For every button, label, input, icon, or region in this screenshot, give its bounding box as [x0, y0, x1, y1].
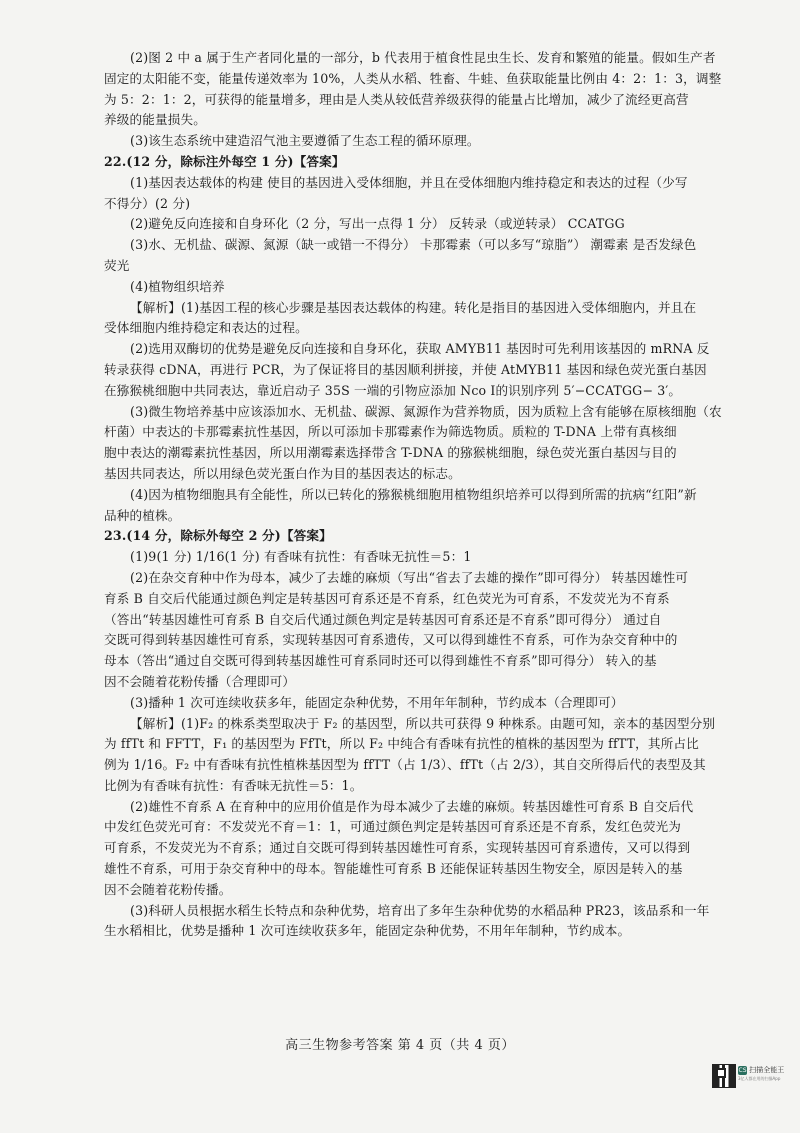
qr-code-icon: [712, 1064, 736, 1088]
text-line: (2)雄性不育系 A 在育种中的应用价值是作为母本减少了去雄的麻烦。转基因雄性可育系 B 自交后代: [130, 798, 694, 814]
text-line: (2)图 2 中 a 属于生产者同化量的一部分，b 代表用于植食性昆虫生长、发育和繁殖的能量。假如生产者: [130, 50, 716, 65]
question-22-header: 22.(12 分，除标注外每空 1 分)【答案】: [104, 153, 345, 169]
text-line: 因不会随着花粉传播（合理即可）: [104, 673, 296, 689]
text-line: 可育系，不发荧光为不育系；通过自交既可得到转基因雄性可育系，实现转基因可育系遗传，又可以得到: [104, 840, 691, 856]
text-line: （答出“转基因雄性可育系 B 自交后代通过颜色判定是转基因可育系还是不育系”即可得分） 通过自: [104, 611, 662, 627]
watermark-brand: 扫描全能王: [749, 1066, 785, 1074]
scanner-watermark: [738, 1065, 784, 1082]
text-line: 固定的太阳能不变，能量传递效率为 10%，人类从水稻、牲畜、牛蛙、鱼获取能量比例由 4：2：1：3，调整: [104, 70, 722, 86]
text-line: (3)微生物培养基中应该添加水、无机盐、碳源、氮源作为营养物质，因为质粒上含有能够在原核细胞（农: [130, 403, 722, 419]
page-footer: 高三生物参考答案 第 4 页（共 4 页）: [285, 1038, 515, 1053]
text-line: (4)植物组织培养: [130, 278, 225, 294]
text-line: 品种的植株。: [104, 507, 181, 523]
text-line: (3)科研人员根据水稻生长特点和杂种优势，培育出了多年生杂种优势的水稻品种 PR23，该品系和一年: [130, 902, 710, 918]
analysis-line: 【解析】(1)基因工程的核心步骤是基因表达载体的构建。转化是指目的基因进入受体细胞内，并且在: [130, 299, 697, 315]
text-line: 杆菌）中表达的卡那霉素抗性基因，所以可添加卡那霉素作为筛选物质。质粒的 T-DNA 上带有真核细: [104, 424, 677, 440]
text-line: 比例为有香味有抗性：有香味无抗性＝5：1。: [104, 777, 363, 793]
text-line: (4)因为植物细胞具有全能性，所以已转化的猕猴桃细胞用植物组织培养可以得到所需的抗病“红阳”新: [130, 486, 697, 502]
scanner-logo-icon: CS: [738, 1066, 747, 1074]
text-line: 母本（答出“通过自交既可得到转基因雄性可育系同时还可以得到雄性不育系”即可得分） 转入的基: [104, 653, 657, 669]
text-line: 基因共同表达，所以用绿色荧光蛋白作为目的基因表达的标志。: [104, 465, 461, 481]
text-line: 雄性不育系，可用于杂交育种中的母本。智能雄性可育系 B 还能保证转基因生物安全，原因是转入的基: [104, 861, 683, 877]
question-23-header: 23.(14 分，除标外每空 2 分)【答案】: [104, 528, 332, 544]
text-line: (2)避免反向连接和自身环化（2 分，写出一点得 1 分） 反转录（或逆转录） CCATGG: [130, 216, 625, 232]
text-line: 在猕猴桃细胞中共同表达，靠近启动子 35S 一端的引物应添加 Nco Ⅰ的识别序列 5′−CCATGG− 3′。: [104, 382, 682, 398]
text-line: (3)播种 1 次可连续收获多年，能固定杂种优势，不用年年制种，节约成本（合理即可）: [130, 694, 624, 710]
text-line: (3)该生态系统中建造沼气池主要遵循了生态工程的循环原理。: [130, 133, 480, 149]
text-line: 养级的能量损失。: [104, 112, 206, 128]
text-line: 转录获得 cDNA，再进行 PCR，为了保证将目的基因顺利拼接，并使 AtMYB11 基因和绿色荧光蛋白基因: [104, 361, 707, 377]
text-line: (3)水、无机盐、碳源、氮源（缺一或错一不得分） 卡那霉素（可以多写“琼脂”） 潮霉素 是否发绿色: [130, 237, 697, 253]
text-line: (2)在杂交育种中作为母本，减少了去雄的麻烦（写出“省去了去雄的操作”即可得分） 转基因雄性可: [130, 569, 689, 585]
text-line: 生水稻相比，优势是播种 1 次可连续收获多年，能固定杂种优势，不用年年制种，节约成本。: [104, 923, 631, 939]
text-line: (1)9(1 分) 1/16(1 分) 有香味有抗性：有香味无抗性＝5：1: [130, 549, 472, 565]
text-line: 中发红色荧光可育：不发荧光不育＝1：1，可通过颜色判定是转基因可育系还是不育系，发红色荧光为: [104, 819, 682, 835]
text-line: 育系 B 自交后代能通过颜色判定是转基因可育系还是不育系，红色荧光为可育系，不发荧光为不育系: [104, 590, 670, 606]
text-line: 例为 1/16。F₂ 中有香味有抗性植株基因型为 ffTT（占 1/3）、ffTt（占 2/3），其自交所得后代的表型及其: [104, 757, 706, 773]
text-line: (2)选用双酶切的优势是避免反向连接和自身环化，获取 AMYB11 基因时可先利用该基因的 mRNA 反: [130, 341, 710, 357]
text-line: 受体细胞内维持稳定和表达的过程。: [104, 320, 308, 336]
watermark-subtitle: 3亿人都在用的扫描App: [738, 1076, 781, 1081]
text-line: (1)基因表达载体的构建 使目的基因进入受体细胞，并且在受体细胞内维持稳定和表达的过程（少写: [130, 174, 688, 190]
text-line: 荧光: [104, 257, 130, 273]
text-line: 因不会随着花粉传播。: [104, 881, 232, 897]
answer-text-body: [104, 48, 730, 942]
text-line: 交既可得到转基因雄性可育系，实现转基因可育系遗传，又可以得到雄性不育系，可作为杂交育种中的: [104, 632, 678, 648]
text-line: 胞中表达的潮霉素抗性基因，所以用潮霉素选择带含 T-DNA 的猕猴桃细胞，绿色荧光蛋白基因与目的: [104, 445, 677, 461]
analysis-line: 【解析】(1)F₂ 的株系类型取决于 F₂ 的基因型，所以共可获得 9 种株系。由题可知，亲本的基因型分别: [130, 715, 716, 731]
text-line: 不得分）(2 分): [104, 195, 191, 211]
text-line: 为 5：2：1：2，可获得的能量增多，理由是人类从较低营养级获得的能量占比增加，减少了流经更高营: [104, 91, 689, 107]
text-line: 为 ffTt 和 FFTT，F₁ 的基因型为 FfTt，所以 F₂ 中纯合有香味有抗性的植株的基因型为 ffTT，其所占比: [104, 736, 699, 752]
